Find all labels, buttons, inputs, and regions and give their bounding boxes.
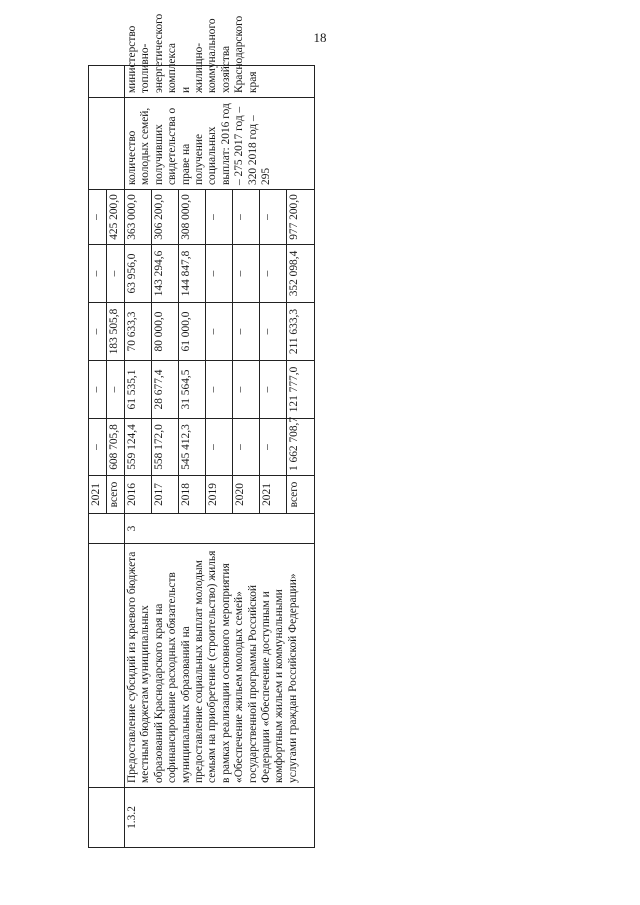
value-cell: 545 412,3 [179, 419, 206, 476]
entry-status-cell: 3 [125, 514, 315, 544]
value-cell: – [89, 419, 107, 476]
value-cell: 977 200,0 [287, 190, 315, 245]
value-cell: – [89, 303, 107, 361]
rotated-table-area [88, 13, 314, 848]
value-cell: – [260, 361, 287, 419]
prev-executor-cell [89, 66, 125, 98]
year-cell: 2020 [233, 476, 260, 514]
prev-description-cell [89, 544, 125, 788]
table-row-prev-year [89, 66, 107, 848]
year-cell: 2018 [179, 476, 206, 514]
value-cell: 608 705,8 [107, 419, 125, 476]
value-cell: 80 000,0 [152, 303, 179, 361]
value-cell: – [206, 303, 233, 361]
value-cell: – [89, 190, 107, 245]
value-cell: – [206, 190, 233, 245]
prev-result-cell [89, 98, 125, 190]
value-cell: – [89, 361, 107, 419]
prev-id-cell [89, 788, 125, 848]
value-cell: 143 294,6 [152, 245, 179, 303]
value-cell: – [107, 245, 125, 303]
entry-description-cell: Предоставление субсидий из краевого бюджета местным бюджетам муниципальных образований Краснодарского края на софинансирование расходных обязательств муниципальных образований на предоставление социальных выплат молодым семьям на приобретение (строительство) жилья в рамках реализации основного мероприятия «Обеспечение жильем молодых семей» государственной программы Российской Федерации «Обеспечение доступным и комфортным жильем и коммунальными услугами граждан Российской Федерации» [125, 544, 315, 788]
value-cell: – [260, 190, 287, 245]
value-cell: 306 200,0 [152, 190, 179, 245]
entry-result-cell: количество молодых семей, получивших свидетельства о праве на получение социальных выплат: 2016 год – 275 2017 год – 320 2018 год – 295 [125, 98, 315, 190]
value-cell: 308 000,0 [179, 190, 206, 245]
prev-status-cell [89, 514, 125, 544]
value-cell: 31 564,5 [179, 361, 206, 419]
value-cell: 211 633,3 [287, 303, 315, 361]
value-cell: 28 677,4 [152, 361, 179, 419]
entry-executor-cell: министерство топливно-энергетического комплекса и жилищно-коммунального хозяйства Краснодарского края [125, 66, 315, 98]
value-cell: 183 505,8 [107, 303, 125, 361]
value-cell: 70 633,3 [125, 303, 152, 361]
page-number: 18 [313, 30, 327, 45]
year-cell: 2021 [89, 476, 107, 514]
value-cell: – [260, 303, 287, 361]
value-cell: – [107, 361, 125, 419]
total-label-cell: всего [107, 476, 125, 514]
value-cell: 559 124,4 [125, 419, 152, 476]
value-cell: 61 535,1 [125, 361, 152, 419]
value-cell: – [233, 245, 260, 303]
year-cell: 2019 [206, 476, 233, 514]
value-cell: – [89, 245, 107, 303]
year-cell: 2021 [260, 476, 287, 514]
value-cell: 352 098,4 [287, 245, 315, 303]
value-cell: 61 000,0 [179, 303, 206, 361]
year-cell: 2017 [152, 476, 179, 514]
value-cell: 144 847,8 [179, 245, 206, 303]
value-cell: 363 000,0 [125, 190, 152, 245]
year-cell: 2016 [125, 476, 152, 514]
value-cell: – [233, 419, 260, 476]
value-cell: 558 172,0 [152, 419, 179, 476]
value-cell: – [233, 190, 260, 245]
table-row-2016 [125, 66, 152, 848]
value-cell: – [206, 245, 233, 303]
program-table [88, 13, 314, 848]
value-cell: 121 777,0 [287, 361, 315, 419]
value-cell: – [260, 245, 287, 303]
value-cell: – [260, 419, 287, 476]
value-cell: – [206, 361, 233, 419]
total-label-cell: всего [287, 476, 315, 514]
value-cell: 63 956,0 [125, 245, 152, 303]
value-cell: 1 662 708,7 [287, 419, 315, 476]
value-cell: – [233, 303, 260, 361]
value-cell: – [206, 419, 233, 476]
entry-id-cell: 1.3.2 [125, 788, 315, 848]
value-cell: 425 200,0 [107, 190, 125, 245]
value-cell: – [233, 361, 260, 419]
